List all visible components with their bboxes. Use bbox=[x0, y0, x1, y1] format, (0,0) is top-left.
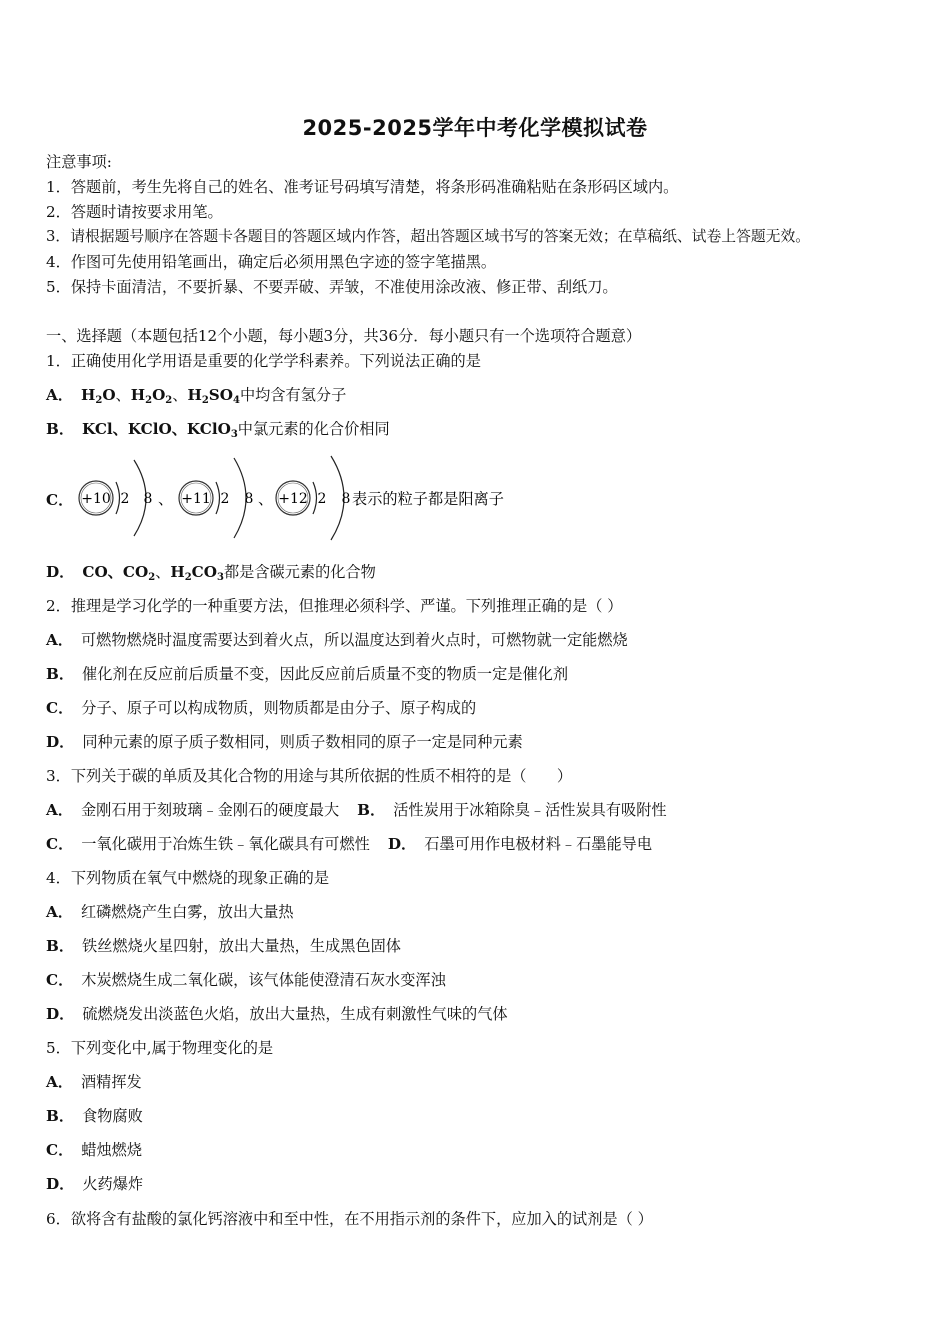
q4-option-a: A． 红磷燃烧产生白雾，放出大量热 bbox=[46, 903, 294, 921]
q4-option-d: D． 硫燃烧发出淡蓝色火焰，放出大量热，生成有刺激性气味的气体 bbox=[46, 1005, 508, 1023]
q2-option-d: D． 同种元素的原子质子数相同，则质子数相同的原子一定是同种元素 bbox=[46, 733, 523, 751]
shell-2-count: 8 bbox=[143, 491, 153, 507]
q5-option-a: A． 酒精挥发 bbox=[46, 1073, 142, 1091]
svg-text:、: 、 bbox=[158, 490, 174, 508]
notice-item-3: 3．请根据题号顺序在答题卡各题目的答题区域内作答，超出答题区域书写的答案无效；在草稿纸、试卷上答题无效。 bbox=[46, 228, 811, 245]
atom-diagram-2 bbox=[179, 458, 253, 538]
shell-1-count: 2 bbox=[317, 491, 327, 507]
q2-option-b: B． 催化剂在反应前后质量不变，因此反应前后质量不变的物质一定是催化剂 bbox=[46, 665, 569, 683]
shell-1-count: 2 bbox=[220, 491, 230, 507]
q3-options-ab: A． 金刚石用于刻玻璃﹣金刚石的硬度最大 B． 活性炭用于冰箱除臭﹣活性炭具有吸附性 bbox=[46, 801, 667, 819]
q4-stem: 4．下列物质在氧气中燃烧的现象正确的是 bbox=[46, 869, 330, 887]
q5-option-d: D． 火药爆炸 bbox=[46, 1175, 144, 1193]
q1-option-b: B． KCl、KClO、KClO$_3$中氯元素的化合价相同 bbox=[46, 420, 390, 440]
q5-option-c: C． 蜡烛燃烧 bbox=[46, 1141, 143, 1159]
q1-option-a: A． $H_2O$、$H_2O_2$、$H_2SO_4$中均含有氢分子 bbox=[46, 386, 347, 406]
atom-structure-diagrams bbox=[46, 452, 546, 547]
q5-option-b: B． 食物腐败 bbox=[46, 1107, 143, 1125]
option-label: D． bbox=[46, 563, 75, 581]
section-heading: 一、选择题（本题包括12个小题，每小题3分，共36分．每小题只有一个选项符合题意） bbox=[46, 327, 642, 345]
notice-heading: 注意事项: bbox=[46, 153, 112, 171]
shell-1-count: 2 bbox=[120, 491, 130, 507]
page-title: 2025-2025学年中考化学模拟试卷 bbox=[302, 116, 648, 140]
shell-2-count: 8 bbox=[244, 491, 254, 507]
option-c-text: 表示的粒子都是阳离子 bbox=[352, 490, 504, 508]
q2-option-c: C． 分子、原子可以构成物质，则物质都是由分子、原子构成的 bbox=[46, 699, 477, 717]
atom-diagram-1 bbox=[79, 460, 152, 536]
nucleus-charge: +11 bbox=[181, 491, 211, 507]
q1-stem: 1．正确使用化学用语是重要的化学学科素养。下列说法正确的是 bbox=[46, 352, 481, 370]
option-label: B． bbox=[46, 420, 75, 438]
svg-text:、: 、 bbox=[258, 490, 274, 508]
notice-item-5: 5．保持卡面清洁，不要折暴、不要弄破、弄皱，不准使用涂改液、修正带、刮纸刀。 bbox=[46, 278, 618, 296]
option-label: A． bbox=[46, 386, 73, 404]
q3-options-cd: C． 一氧化碳用于冶炼生铁﹣氧化碳具有可燃性 D． 石墨可用作电极材料﹣石墨能导电 bbox=[46, 835, 653, 853]
q2-stem: 2．推理是学习化学的一种重要方法，但推理必须科学、严谨。下列推理正确的是（ ） bbox=[46, 597, 623, 615]
nucleus-charge: +10 bbox=[81, 491, 111, 507]
q5-stem: 5．下列变化中,属于物理变化的是 bbox=[46, 1039, 274, 1057]
notice-item-1: 1．答题前，考生先将自己的姓名、准考证号码填写清楚，将条形码准确粘贴在条形码区域内。 bbox=[46, 178, 679, 196]
q2-option-a: A． 可燃物燃烧时温度需要达到着火点，所以温度达到着火点时，可燃物就一定能燃烧 bbox=[46, 631, 628, 649]
q1-option-d: D． CO、$CO_2$、$H_2CO_3$都是含碳元素的化合物 bbox=[46, 563, 376, 583]
nucleus-charge: +12 bbox=[278, 491, 308, 507]
atom-diagram-3 bbox=[276, 456, 350, 540]
q1-option-c-label: C． bbox=[46, 491, 74, 509]
notice-item-4: 4．作图可先使用铅笔画出，确定后必须用黑色字迹的签字笔描黑。 bbox=[46, 253, 497, 271]
q6-stem: 6．欲将含有盐酸的氯化钙溶液中和至中性，在不用指示剂的条件下，应加入的试剂是（ ） bbox=[46, 1210, 653, 1228]
notice-item-2: 2．答题时请按要求用笔。 bbox=[46, 203, 223, 221]
shell-2-count: 8 bbox=[341, 491, 351, 507]
q4-option-c: C． 木炭燃烧生成二氧化碳，该气体能使澄清石灰水变浑浊 bbox=[46, 971, 446, 989]
q3-stem: 3．下列关于碳的单质及其化合物的用途与其所依据的性质不相符的是（ ） bbox=[46, 767, 573, 785]
q4-option-b: B． 铁丝燃烧火星四射，放出大量热，生成黑色固体 bbox=[46, 937, 401, 955]
